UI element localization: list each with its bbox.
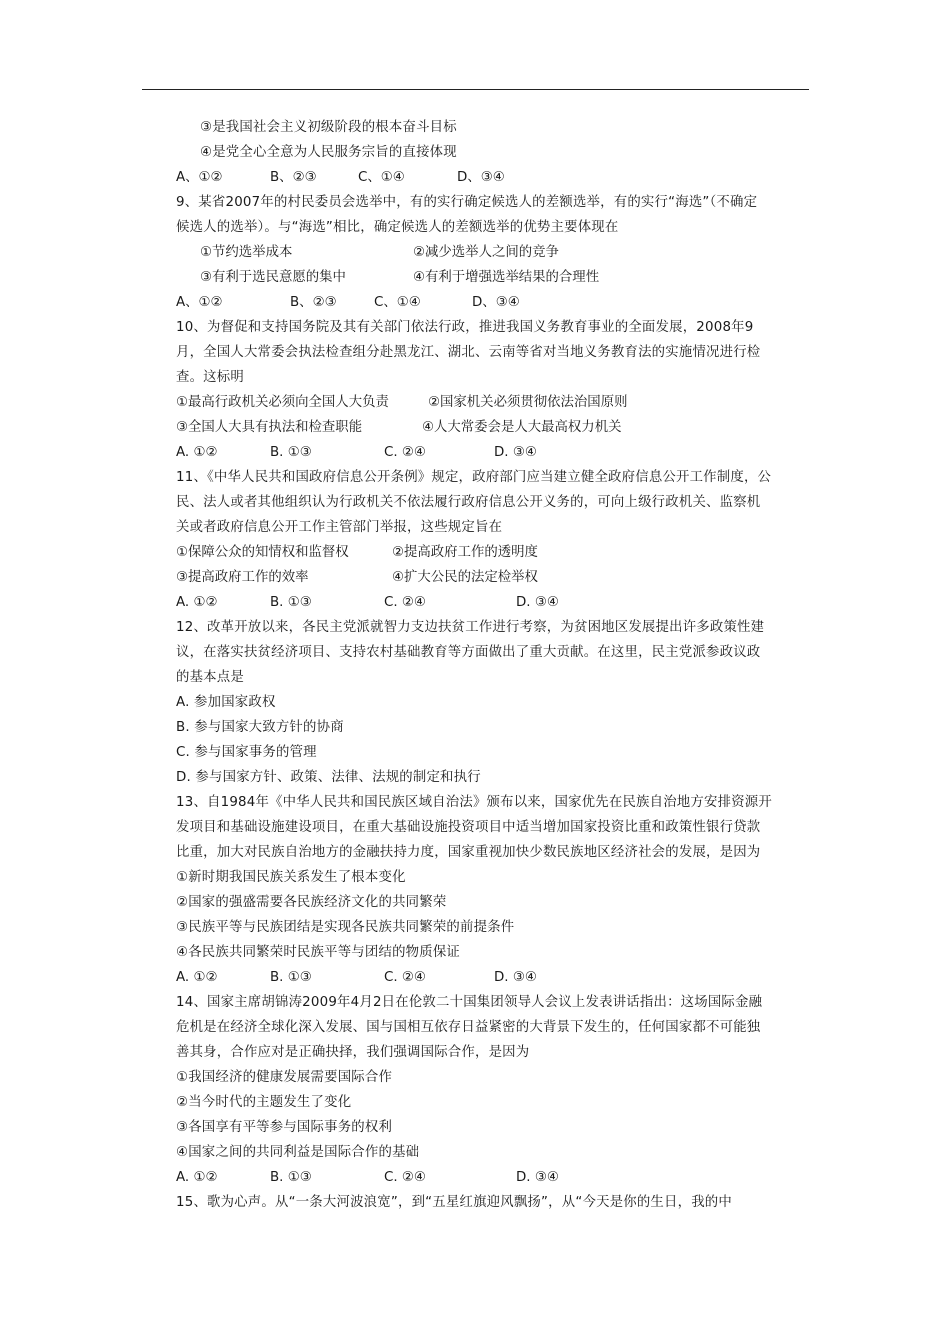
q9-option-c: C、①④ xyxy=(374,295,421,310)
q8-option-d: D、③④ xyxy=(457,170,505,185)
q14-option-a: A. ①② xyxy=(176,1170,218,1185)
q12-choice-a: A. 参加国家政权 xyxy=(176,695,276,710)
q10-stem-1: 10、为督促和支持国务院及其有关部门依法行政，推进我国义务教育事业的全面发展，2008年9 xyxy=(176,320,754,335)
q13-option-b: B. ①③ xyxy=(270,970,312,985)
q11-items-row-1 xyxy=(0,540,950,565)
q13-item-1: ①新时期我国民族关系发生了根本变化 xyxy=(176,870,406,885)
q9-item-3: ③有利于选民意愿的集中 xyxy=(200,270,346,285)
q13-options xyxy=(0,965,950,990)
q10-option-c: C. ②④ xyxy=(384,445,426,460)
q9-stem-1: 9、某省2007年的村民委员会选举中，有的实行确定候选人的差额选举，有的实行“海选”（不确定 xyxy=(176,195,758,210)
q12-stem-2: 议，在落实扶贫经济项目、支持农村基础教育等方面做出了重大贡献。在这里，民主党派参政议政 xyxy=(176,645,761,660)
q9-options xyxy=(0,290,950,315)
q12-stem-3: 的基本点是 xyxy=(176,670,244,685)
q9-option-d: D、③④ xyxy=(472,295,520,310)
q9-items-row-1 xyxy=(0,240,950,265)
q10-stem-3: 查。这标明 xyxy=(176,370,244,385)
q10-option-a: A. ①② xyxy=(176,445,218,460)
q8-option-b: B、②③ xyxy=(270,170,317,185)
q11-stem-2: 民、法人或者其他组织认为行政机关不依法履行政府信息公开义务的，可向上级行政机关、监察机 xyxy=(176,495,761,510)
q14-options xyxy=(0,1165,950,1190)
q12-choice-b: B. 参与国家大致方针的协商 xyxy=(176,720,344,735)
q14-option-d: D. ③④ xyxy=(516,1170,559,1185)
q14-option-c: C. ②④ xyxy=(384,1170,426,1185)
q10-item-1: ①最高行政机关必须向全国人大负责 xyxy=(176,395,389,410)
q13-item-4: ④各民族共同繁荣时民族平等与团结的物质保证 xyxy=(176,945,461,960)
q9-item-1: ①节约选举成本 xyxy=(200,245,293,260)
q11-items-row-2 xyxy=(0,565,950,590)
q10-items-row-1 xyxy=(0,390,950,415)
q10-stem-2: 月，全国人大常委会执法检查组分赴黑龙江、湖北、云南等省对当地义务教育法的实施情况进行检 xyxy=(176,345,761,360)
q9-option-b: B、②③ xyxy=(290,295,337,310)
q10-item-2: ②国家机关必须贯彻依法治国原则 xyxy=(428,395,628,410)
q13-option-c: C. ②④ xyxy=(384,970,426,985)
header-rule xyxy=(142,89,809,90)
q13-stem-2: 发项目和基础设施建设项目，在重大基础设施投资项目中适当增加国家投资比重和政策性银行贷款 xyxy=(176,820,761,835)
q9-item-2: ②减少选举人之间的竞争 xyxy=(413,245,559,260)
q11-item-3: ③提高政府工作的效率 xyxy=(176,570,309,585)
q11-item-2: ②提高政府工作的透明度 xyxy=(392,545,538,560)
q15-stem-1: 15、歌为心声。从“一条大河波浪宽”，到“五星红旗迎风飘扬”，从“今天是你的生日，我的中 xyxy=(176,1195,732,1210)
q9-item-4: ④有利于增强选举结果的合理性 xyxy=(413,270,600,285)
q11-option-b: B. ①③ xyxy=(270,595,312,610)
q11-options xyxy=(0,590,950,615)
q13-option-d: D. ③④ xyxy=(494,970,537,985)
q12-choice-c: C. 参与国家事务的管理 xyxy=(176,745,317,760)
q11-option-a: A. ①② xyxy=(176,595,218,610)
q10-items-row-2 xyxy=(0,415,950,440)
q8-item-3: ③是我国社会主义初级阶段的根本奋斗目标 xyxy=(200,120,457,135)
q13-item-3: ③民族平等与民族团结是实现各民族共同繁荣的前提条件 xyxy=(176,920,515,935)
q9-option-a: A、①② xyxy=(176,295,223,310)
q10-item-4: ④人大常委会是人大最高权力机关 xyxy=(422,420,622,435)
q13-stem-1: 13、自1984年《中华人民共和国民族区域自治法》颁布以来，国家优先在民族自治地方安排资源开 xyxy=(176,795,772,810)
q8-option-c: C、①④ xyxy=(358,170,405,185)
q8-options xyxy=(0,165,950,190)
q11-stem-1: 11、《中华人民共和国政府信息公开条例》规定，政府部门应当建立健全政府信息公开工作制度，公 xyxy=(176,470,772,485)
q11-option-d: D. ③④ xyxy=(516,595,559,610)
q8-option-a: A、①② xyxy=(176,170,223,185)
q14-item-2: ②当今时代的主题发生了变化 xyxy=(176,1095,352,1110)
q14-item-1: ①我国经济的健康发展需要国际合作 xyxy=(176,1070,393,1085)
q11-item-4: ④扩大公民的法定检举权 xyxy=(392,570,538,585)
q14-stem-3: 善其身，合作应对是正确抉择，我们强调国际合作，是因为 xyxy=(176,1045,530,1060)
q9-stem-2: 候选人的选举）。与“海选”相比，确定候选人的差额选举的优势主要体现在 xyxy=(176,220,619,235)
q8-item-4: ④是党全心全意为人民服务宗旨的直接体现 xyxy=(200,145,457,160)
q13-stem-3: 比重，加大对民族自治地方的金融扶持力度，国家重视加快少数民族地区经济社会的发展，是因为 xyxy=(176,845,761,860)
q14-option-b: B. ①③ xyxy=(270,1170,312,1185)
q11-option-c: C. ②④ xyxy=(384,595,426,610)
q10-option-b: B. ①③ xyxy=(270,445,312,460)
q10-option-d: D. ③④ xyxy=(494,445,537,460)
q12-choice-d: D. 参与国家方针、政策、法律、法规的制定和执行 xyxy=(176,770,481,785)
q11-stem-3: 关或者政府信息公开工作主管部门举报，这些规定旨在 xyxy=(176,520,503,535)
q10-options xyxy=(0,440,950,465)
q12-stem-1: 12、改革开放以来，各民主党派就智力支边扶贫工作进行考察，为贫困地区发展提出许多政策性建 xyxy=(176,620,765,635)
q11-item-1: ①保障公众的知情权和监督权 xyxy=(176,545,349,560)
q14-stem-2: 危机是在经济全球化深入发展、国与国相互依存日益紧密的大背景下发生的，任何国家都不可能独 xyxy=(176,1020,761,1035)
q10-item-3: ③全国人大具有执法和检查职能 xyxy=(176,420,363,435)
q14-item-4: ④国家之间的共同利益是国际合作的基础 xyxy=(176,1145,420,1160)
q13-item-2: ②国家的强盛需要各民族经济文化的共同繁荣 xyxy=(176,895,447,910)
q9-items-row-2 xyxy=(0,265,950,290)
q13-option-a: A. ①② xyxy=(176,970,218,985)
q14-item-3: ③各国享有平等参与国际事务的权利 xyxy=(176,1120,393,1135)
q14-stem-1: 14、国家主席胡锦涛2009年4月2日在伦敦二十国集团领导人会议上发表讲话指出：这场国际金融 xyxy=(176,995,763,1010)
